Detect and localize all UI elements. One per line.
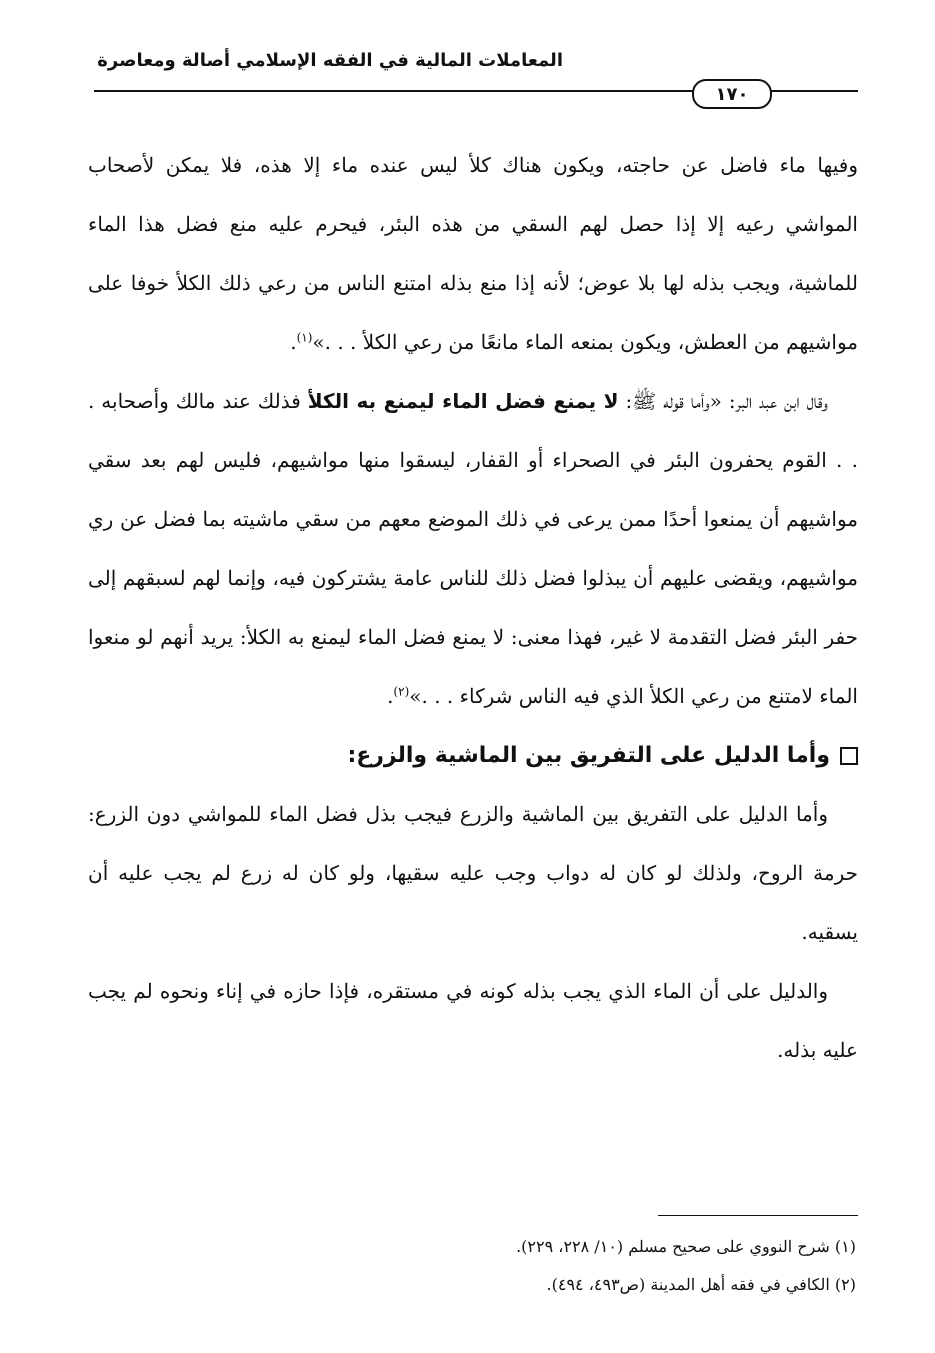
running-title: المعاملات المالية في الفقه الإسلامي أصالة ومعاصرة <box>97 50 563 71</box>
paragraph-2-intro: وقال ابن عبد البر: «وأما قوله ﷺ: <box>618 389 828 413</box>
footnote-2: (٢) الكافي في فقه أهل المدينة (ص٤٩٣، ٤٩٤). <box>546 1275 856 1294</box>
page-number: ١٧٠ <box>715 83 749 105</box>
paragraph-2: وقال ابن عبد البر: «وأما قوله ﷺ: لا يمنع فضل الماء ليمنع به الكلأ فذلك عند مالك وأصحابه . . . القوم يحفرون البئر في الصحراء أو القفار، ليسقوا منها مواشيهم، فليس لهم بعد سقي مواشيهم أن يمنعوا أحدًا ممن يرعى في ذلك الموضع معهم من سقي ماشيته بما فضل عن ري مواشيهم، ويقضى عليهم أن يبذلوا فضل ذلك للناس عامة يشتركون فيه، وإنما لهم لسبقهم إلى حفر البئر فضل التقدمة لا غير، فهذا معنى: لا يمنع فضل الماء ليمنع به الكلأ: يريد أنهم لو منعوا الماء لامتنع من رعي الكلأ الذي فيه الناس شركاء . . .»$^{(٢)}$. <box>88 389 858 708</box>
square-bullet-icon <box>840 747 858 765</box>
paragraph-3: وأما الدليل على التفريق بين الماشية والزرع فيجب بذل فضل الماء للمواشي دون الزرع: حرمة الروح، ولذلك لو كان له دواب وجب عليه سقيها، ولو كان له زرع لم يجب عليه أن يسقيه. <box>88 802 858 944</box>
footnote-rule <box>658 1215 858 1216</box>
paragraph-4: والدليل على أن الماء الذي يجب بذله كونه في مستقره، فإذا حازه في إناء ونحوه لم يجب عليه بذله. <box>88 979 858 1062</box>
main-text <box>88 136 858 1080</box>
footnote-ref-2[interactable]: (٢) <box>393 684 410 699</box>
section-heading <box>88 726 858 785</box>
paragraph-1: وفيها ماء فاضل عن حاجته، ويكون هناك كلأ ليس عنده ماء إلا هذه، فلا يمكن لأصحاب المواشي رعيه إلا إذا حصل لهم السقي من هذه البئر، فيحرم عليه منع فضل هذا الماء للماشية، ويجب بذله لها بلا عوض؛ لأنه إذا منع بذله امتنع الناس من رعي ذلك الكلأ خوفا على مواشيهم من العطش، ويكون بمنعه الماء مانعًا من رعي الكلأ . . .»$^{(١)}$. <box>88 153 858 354</box>
page-number-badge <box>692 79 772 109</box>
hadith-quote: لا يمنع فضل الماء ليمنع به الكلأ <box>307 389 619 413</box>
footnote-1: (١) شرح النووي على صحيح مسلم (١٠/ ٢٢٨، ٢٢٩). <box>516 1237 856 1256</box>
section-heading-text: وأما الدليل على التفريق بين الماشية والزرع: <box>347 743 830 768</box>
footnotes <box>300 1228 856 1304</box>
footnote-ref-1[interactable]: (١) <box>296 330 313 345</box>
paragraph-2-rest: فذلك عند مالك وأصحابه . . . القوم يحفرون البئر في الصحراء أو القفار، ليسقوا منها مواشيهم، فليس لهم بعد سقي مواشيهم أن يمنعوا أحدًا ممن يرعى في ذلك الموضع معهم من سقي ماشيته بما فضل عن ري مواشيهم، ويقضى عليهم أن يبذلوا فضل ذلك للناس عامة يشتركون فيه، وإنما لهم لسبقهم إلى حفر البئر فضل التقدمة لا غير، فهذا معنى: لا يمنع فضل الماء ليمنع به الكلأ: يريد أنهم لو منعوا الماء لامتنع من رعي الكلأ الذي فيه الناس شركاء . . .» <box>88 389 858 708</box>
paragraph-1-text: وفيها ماء فاضل عن حاجته، ويكون هناك كلأ ليس عنده ماء إلا هذه، فلا يمكن لأصحاب المواشي رعيه إلا إذا حصل لهم السقي من هذه البئر، فيحرم عليه منع فضل هذا الماء للماشية، ويجب بذله لها بلا عوض؛ لأنه إذا منع بذله امتنع الناس من رعي ذلك الكلأ خوفا على مواشيهم من العطش، ويكون بمنعه الماء مانعًا من رعي الكلأ . . .» <box>88 153 858 354</box>
